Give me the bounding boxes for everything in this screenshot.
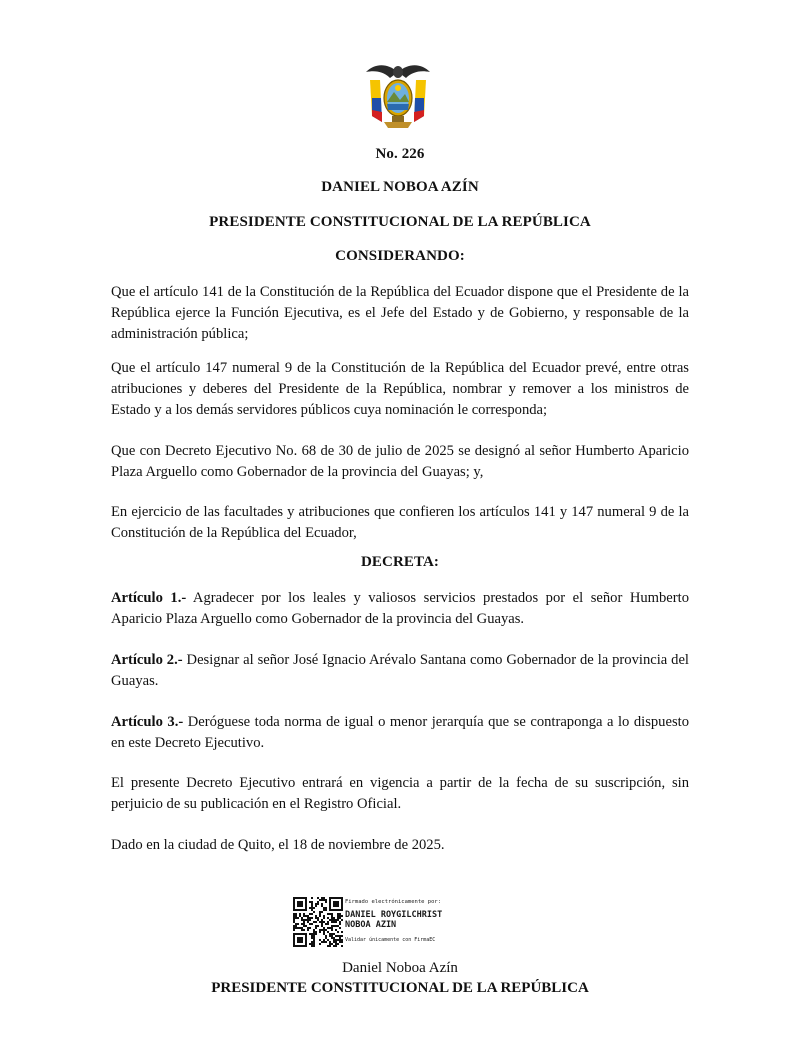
place-date: Dado en la ciudad de Quito, el 18 de noviembre de 2025. [111, 837, 445, 853]
consideration-paragraph: En ejercicio de las facultades y atribuciones que confieren los artículos 141 y 147 numeral 9 de la Constitución de la República del Ecuador, [111, 504, 689, 541]
signer-name: Daniel Noboa Azín [342, 960, 458, 976]
signer-line-1: DANIEL ROYGILCHRIST [345, 910, 443, 920]
decreta-heading: DECRETA: [360, 554, 440, 570]
article-label: Artículo 1.- [111, 590, 187, 606]
article-1 [111, 588, 689, 630]
qr-code-icon [293, 897, 343, 947]
consideration-paragraph: Que el artículo 147 numeral 9 de la Constitución de la República del Ecuador prevé, entre otras atribuciones y deberes del Presidente de la República, nombrar y remover a los ministros de Estado y a los demás servidores públicos cuya nominación le corresponda; [111, 360, 689, 418]
consideration-paragraph: Que el artículo 141 de la Constitución de la República del Ecuador dispone que el Presidente de la República ejerce la Función Ejecutiva, es el Jefe del Estado y de Gobierno, y responsable de la administración pública; [111, 284, 689, 342]
signature-caption: Firmado electrónicamente por: [345, 899, 442, 905]
article-text: Deróguese toda norma de igual o menor jerarquía que se contraponga a lo dispuesto en este Decreto Ejecutivo. [111, 714, 689, 751]
signer-title: PRESIDENTE CONSTITUCIONAL DE LA REPÚBLICA [211, 980, 589, 996]
president-title: PRESIDENTE CONSTITUCIONAL DE LA REPÚBLICA [209, 214, 591, 230]
article-text: Agradecer por los leales y valiosos servicios prestados por el señor Humberto Aparicio Plaza Arguello como Gobernador de la provincia del Guayas. [111, 590, 689, 627]
article-label: Artículo 2.- [111, 652, 183, 668]
president-name: DANIEL NOBOA AZÍN [321, 179, 479, 195]
coat-of-arms-icon [364, 58, 432, 130]
article-3 [111, 712, 689, 754]
article-text: Designar al señor José Ignacio Arévalo Santana como Gobernador de la provincia del Guayas. [111, 652, 689, 689]
decree-number: No. 226 [375, 146, 425, 162]
signature-validate-text: Validar únicamente con FirmaEC [345, 937, 436, 943]
signer-line-2: NOBOA AZIN [345, 920, 397, 930]
article-label: Artículo 3.- [111, 714, 184, 730]
validity-paragraph: El presente Decreto Ejecutivo entrará en vigencia a partir de la fecha de su suscripción, sin perjuicio de su publicación en el Registro Oficial. [111, 775, 689, 812]
considerando-heading: CONSIDERANDO: [335, 248, 465, 264]
article-2 [111, 650, 689, 692]
consideration-paragraph: Que con Decreto Ejecutivo No. 68 de 30 de julio de 2025 se designó al señor Humberto Aparicio Plaza Arguello como Gobernador de la provincia del Guayas; y, [111, 443, 689, 480]
